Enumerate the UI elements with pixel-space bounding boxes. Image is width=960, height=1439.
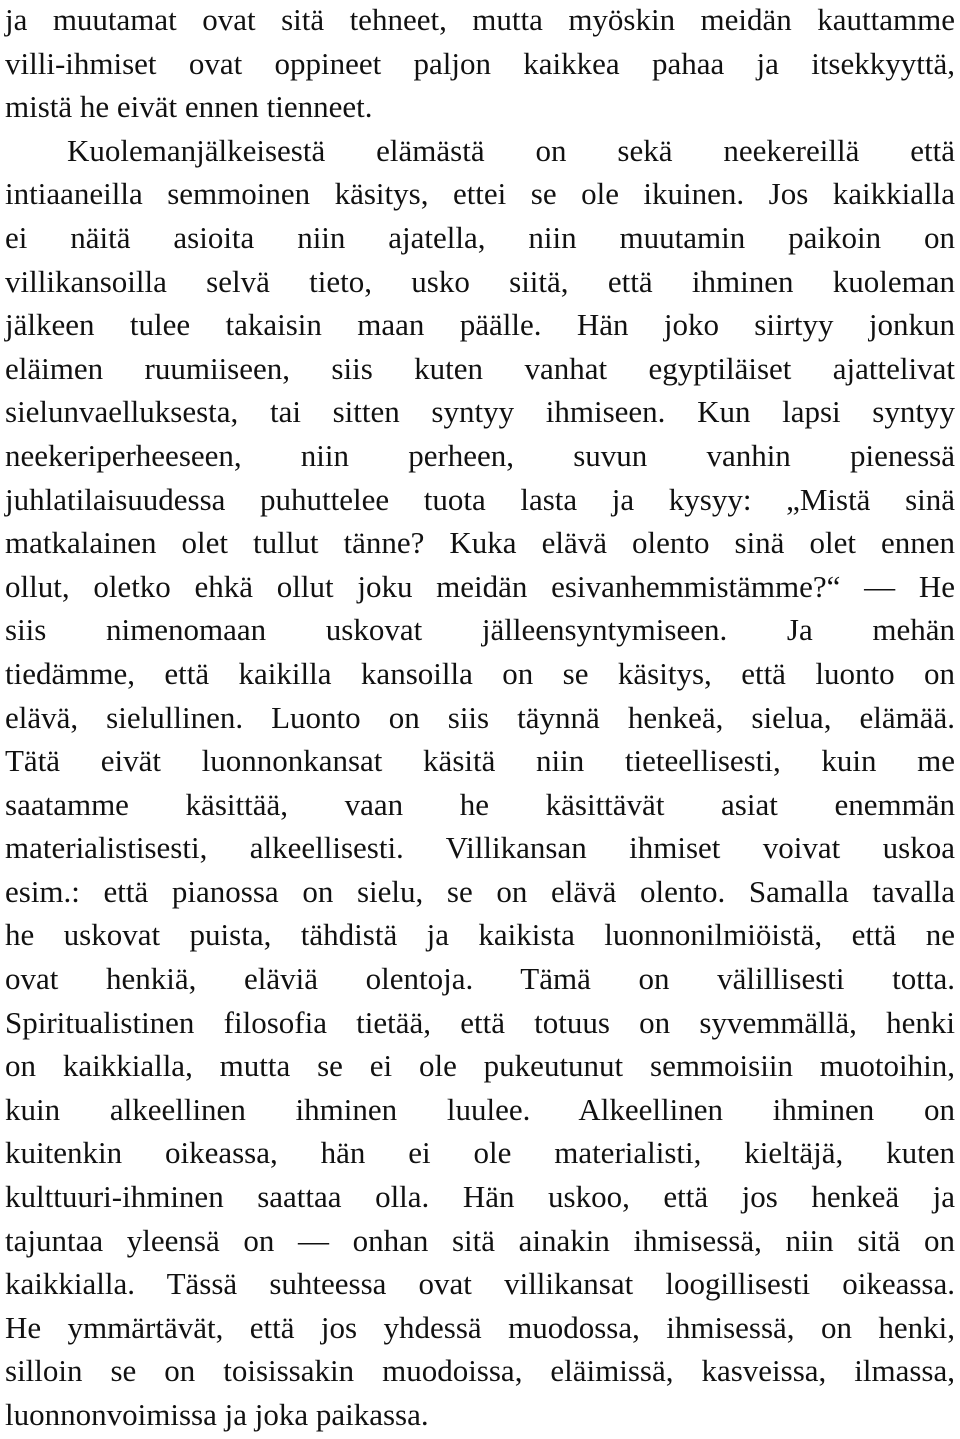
text-line-content: juhlatilaisuudessa puhuttelee tuota lasta ja kysyy: „Mistä sinä bbox=[5, 481, 955, 517]
text-line-content: ovat henkiä, eläviä olentoja. Tämä on välillisesti totta. bbox=[5, 961, 955, 997]
text-line-content: Kuolemanjälkeisestä elämästä on sekä neekereillä että bbox=[67, 132, 955, 168]
text-line bbox=[5, 1090, 955, 1134]
text-line-content: ja muutamat ovat sitä tehneet, mutta myöskin meidän kauttamme bbox=[5, 2, 955, 37]
text-line bbox=[5, 1133, 955, 1177]
text-line-content: silloin se on toisissakin muodoissa, eläimissä, kasveissa, ilmassa, bbox=[5, 1353, 955, 1389]
text-line bbox=[5, 1177, 955, 1221]
text-line-content: on kaikkialla, mutta se ei ole pukeutunut semmoisiin muotoihin, bbox=[5, 1048, 955, 1084]
text-line bbox=[5, 87, 955, 131]
text-line bbox=[5, 741, 955, 785]
text-line-content: kuin alkeellinen ihminen luulee. Alkeellinen ihminen on bbox=[5, 1091, 955, 1127]
text-line bbox=[5, 567, 955, 611]
text-line-content: kuitenkin oikeassa, hän ei ole materialisti, kieltäjä, kuten bbox=[5, 1135, 955, 1171]
text-line bbox=[5, 436, 955, 480]
text-line bbox=[5, 44, 955, 88]
text-line-content: jälkeen tulee takaisin maan päälle. Hän joko siirtyy jonkun bbox=[5, 307, 955, 343]
text-line bbox=[5, 698, 955, 742]
text-line bbox=[5, 828, 955, 872]
text-line-content: siis nimenomaan uskovat jälleensyntymiseen. Ja mehän bbox=[5, 612, 955, 648]
text-line-content: villi-ihmiset ovat oppineet paljon kaikkea pahaa ja itsekkyyttä, bbox=[5, 45, 955, 81]
text-line-content: esim.: että pianossa on sielu, se on elävä olento. Samalla tavalla bbox=[5, 873, 955, 909]
text-line-content: tajuntaa yleensä on — onhan sitä ainakin ihmisessä, niin sitä on bbox=[5, 1222, 955, 1258]
text-line-content: sielunvaelluksesta, tai sitten syntyy ihmiseen. Kun lapsi syntyy bbox=[5, 394, 955, 430]
text-line-content: villikansoilla selvä tieto, usko siitä, että ihminen kuoleman bbox=[5, 263, 955, 299]
text-line-content: luonnonvoimissa ja joka paikassa. bbox=[5, 1397, 429, 1432]
text-line-content: neekeriperheeseen, niin perheen, suvun vanhin pienessä bbox=[5, 437, 955, 473]
text-line-content: ollut, oletko ehkä ollut joku meidän esivanhemmistämme?“ — He bbox=[5, 568, 955, 604]
text-line bbox=[5, 1395, 955, 1439]
text-line bbox=[5, 480, 955, 524]
text-line-content: eläimen ruumiiseen, siis kuten vanhat egyptiläiset ajattelivat bbox=[5, 350, 955, 386]
document-page bbox=[5, 0, 955, 1439]
text-line-content: ei näitä asioita niin ajatella, niin muutamin paikoin on bbox=[5, 219, 955, 255]
text-line-content: intiaaneilla semmoinen käsitys, ettei se ole ikuinen. Jos kaikkialla bbox=[5, 176, 955, 212]
text-line bbox=[5, 0, 955, 44]
text-line bbox=[5, 654, 955, 698]
text-line bbox=[5, 218, 955, 262]
text-line-content: He ymmärtävät, että jos yhdessä muodossa, ihmisessä, on henki, bbox=[5, 1309, 955, 1345]
text-line-content: tiedämme, että kaikilla kansoilla on se käsitys, että luonto on bbox=[5, 655, 955, 691]
text-line bbox=[5, 915, 955, 959]
text-line-content: kaikkialla. Tässä suhteessa ovat villikansat loogillisesti oikeassa. bbox=[5, 1266, 955, 1302]
text-line bbox=[5, 1264, 955, 1308]
text-line bbox=[5, 1003, 955, 1047]
text-line-content: elävä, sielullinen. Luonto on siis täynnä henkeä, sielua, elämää. bbox=[5, 699, 955, 735]
text-line-content: kulttuuri-ihminen saattaa olla. Hän uskoo, että jos henkeä ja bbox=[5, 1179, 955, 1215]
text-line bbox=[5, 785, 955, 829]
text-line-content: mistä he eivät ennen tienneet. bbox=[5, 89, 373, 125]
text-line bbox=[5, 262, 955, 306]
text-line-content: Spiritualistinen filosofia tietää, että totuus on syvemmällä, henki bbox=[5, 1004, 955, 1040]
text-line-content: saatamme käsittää, vaan he käsittävät asiat enemmän bbox=[5, 786, 955, 822]
text-line bbox=[5, 349, 955, 393]
text-line bbox=[5, 1351, 955, 1395]
text-line bbox=[5, 610, 955, 654]
text-line bbox=[5, 1308, 955, 1352]
text-line bbox=[5, 959, 955, 1003]
text-line-content: Tätä eivät luonnonkansat käsitä niin tieteellisesti, kuin me bbox=[5, 743, 955, 779]
text-line bbox=[5, 872, 955, 916]
text-line bbox=[5, 131, 955, 175]
text-line bbox=[5, 305, 955, 349]
text-line bbox=[5, 523, 955, 567]
text-line bbox=[5, 174, 955, 218]
text-line-content: materialistisesti, alkeellisesti. Villikansan ihmiset voivat uskoa bbox=[5, 830, 955, 866]
text-line-content: he uskovat puista, tähdistä ja kaikista luonnonilmiöistä, että ne bbox=[5, 917, 955, 953]
text-line bbox=[5, 1046, 955, 1090]
text-line-content: matkalainen olet tullut tänne? Kuka elävä olento sinä olet ennen bbox=[5, 525, 955, 561]
text-line bbox=[5, 1221, 955, 1265]
text-line bbox=[5, 392, 955, 436]
